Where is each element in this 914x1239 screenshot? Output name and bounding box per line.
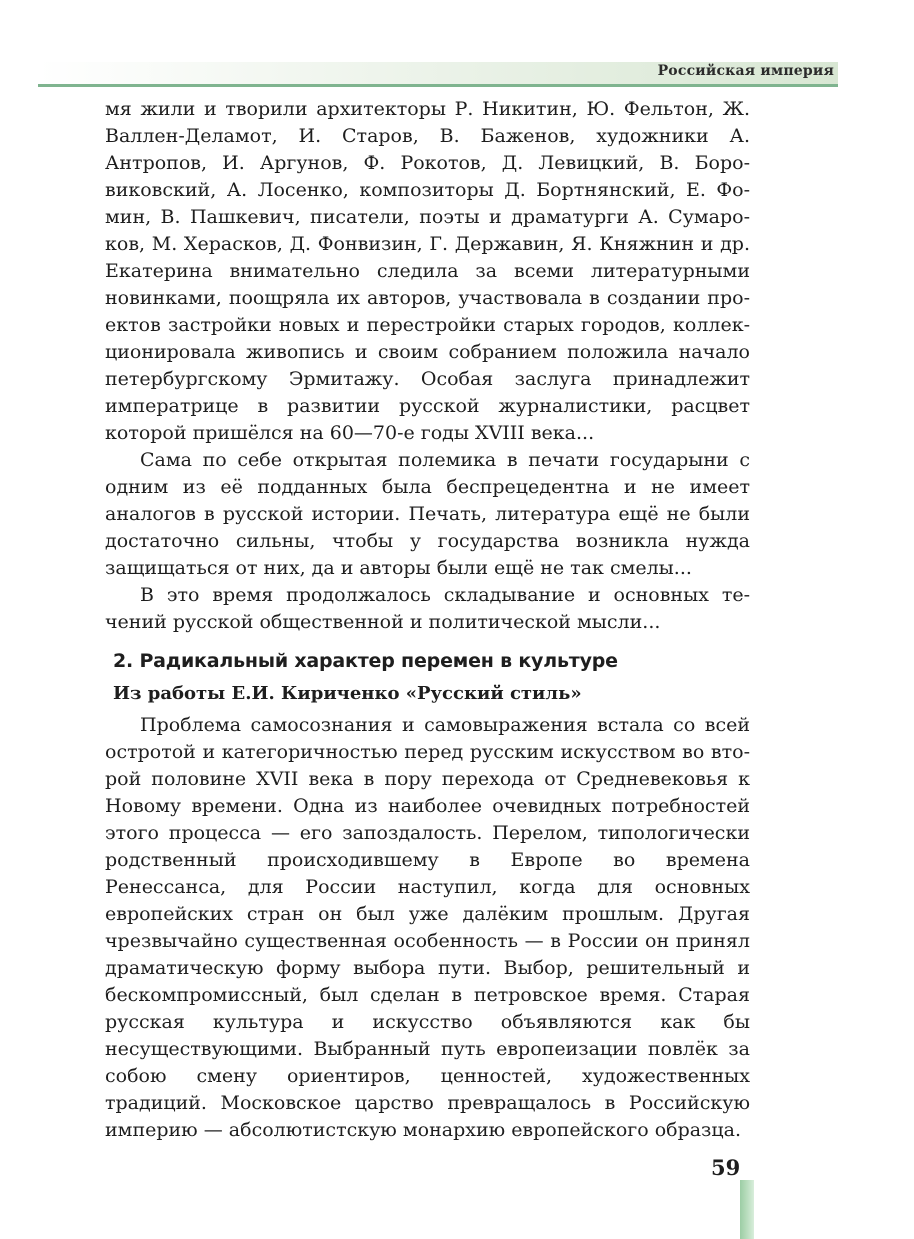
running-header-title: Российская империя <box>657 63 834 79</box>
paragraph: В это время продолжалось складывание и основных течений русской общественной и политической мысли... <box>105 584 750 633</box>
source-heading: Из работы Е.И. Кириченко «Русский стиль» <box>113 683 582 704</box>
running-header-rule <box>38 84 838 87</box>
page-edge-tab <box>740 1180 754 1239</box>
text-block-kirichenko <box>105 712 750 1144</box>
text-block-catherine-culture <box>105 96 750 636</box>
paragraph: мя жили и творили архитекторы Р. Никитин, Ю. Фельтон, Ж. Валлен-Деламот, И. Старов, В. Баженов, художники А. Антропов, И. Аргунов, Ф. Рокотов, Д. Левицкий, В. Боровиковский, А. Лосенко, композиторы Д. Бортнянский, Е. Фомин, В. Пашкевич, писатели, поэты и драматурги А. Сумароков, М. Херасков, Д. Фонвизин, Г. Державин, Я. Княжнин и др. Екатерина внимательно следила за всеми литературными новинками, поощряла их авторов, участвовала в создании проектов застройки новых и перестройки старых городов, коллекционировала живопись и своим собранием положила начало петербургскому Эрмитажу. Особая заслуга принадлежит императрице в развитии русской журналистики, расцвет которой пришёлся на 60—70-е годы XVIII века... <box>105 98 750 444</box>
paragraph: Сама по себе открытая полемика в печати государыни с одним из её подданных была беспрецедентна и не имеет аналогов в русской истории. Печать, литература ещё не были достаточно сильны, чтобы у государства возникла нужда защищаться от них, да и авторы были ещё не так смелы... <box>105 449 750 579</box>
paragraph: Проблема самосознания и самовыражения встала со всей остротой и категоричностью перед русским искусством во второй половине XVII века в пору перехода от Средневековья к Новому времени. Одна из наиболее очевидных потребностей этого процесса — его запоздалость. Перелом, типологически родственный происходившему в Европе во времена Ренессанса, для России наступил, когда для основных европейских стран он был уже далёким прошлым. Другая чрезвычайно существенная особенность — в России он принял драматическую форму выбора пути. Выбор, решительный и бескомпромиссный, был сделан в петровское время. Старая русская культура и искусство объявляются как бы несуществующими. Выбранный путь европеизации повлёк за собою смену ориентиров, ценностей, художественных традиций. Московское царство превращалось в Российскую империю — абсолютистскую монархию европейского образца. <box>105 714 750 1141</box>
section-heading: 2. Радикальный характер перемен в культуре <box>113 650 618 672</box>
page-number: 59 <box>711 1155 741 1180</box>
